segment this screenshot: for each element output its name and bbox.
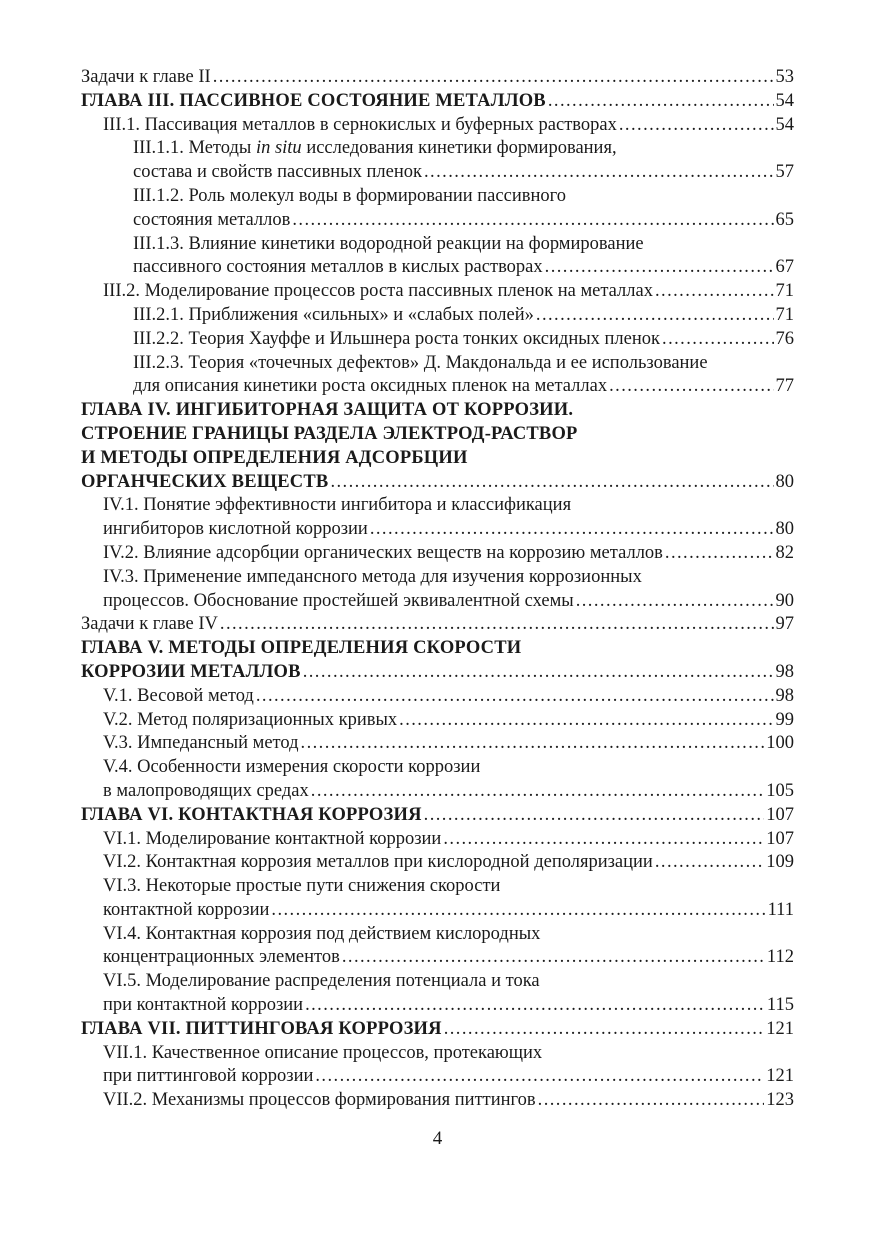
toc-page-number: 111 — [767, 899, 794, 920]
dot-leader — [424, 804, 765, 828]
toc-page-number: 82 — [775, 542, 794, 563]
toc-entry-title: III.2.2. Теория Хауффе и Ильшнера роста тонких оксидных пленок — [133, 328, 661, 349]
toc-entry-title: VI.2. Контактная коррозия металлов при кислородной деполяризации — [103, 852, 653, 873]
toc-entry-subsection — [81, 304, 794, 328]
dot-leader — [399, 709, 773, 733]
toc-entry-chapter — [81, 637, 794, 685]
dot-leader — [665, 542, 774, 566]
page-number: 4 — [432, 1128, 443, 1149]
toc-entry-section — [81, 1089, 794, 1113]
toc-page-number: 109 — [766, 852, 794, 873]
dot-leader — [576, 590, 774, 614]
toc-page-number: 67 — [775, 257, 794, 278]
toc-page-number: 97 — [775, 614, 794, 635]
toc-page-number: 76 — [775, 328, 794, 349]
toc-entry-title: ГЛАВА VII. ПИТТИНГОВАЯ КОРРОЗИЯ — [81, 1018, 442, 1039]
dot-leader — [342, 946, 765, 970]
toc-entry-section — [81, 1042, 794, 1090]
toc-entry-section — [81, 542, 794, 566]
dot-leader — [443, 828, 764, 852]
dot-leader — [444, 1018, 765, 1042]
toc-page-number: 65 — [775, 209, 794, 230]
dot-leader — [662, 328, 773, 352]
toc-page-number: 71 — [775, 304, 794, 325]
toc-entry-title: Задачи к главе II — [81, 67, 211, 87]
toc-page-number: 98 — [775, 661, 794, 682]
dot-leader — [213, 66, 774, 90]
dot-leader — [536, 304, 774, 328]
dot-leader — [548, 90, 774, 114]
dot-leader — [655, 851, 764, 875]
toc-entry-title: состава и свойств пассивных пленок — [133, 162, 422, 183]
toc-entry-chapter — [81, 804, 794, 828]
toc-entry-title: контактной коррозии — [103, 899, 270, 920]
toc-entry-chapter — [81, 399, 794, 494]
dot-leader — [609, 375, 773, 399]
toc-entry-line: III.2.3. Теория «точечных дефектов» Д. Макдональда и ее использование — [133, 352, 708, 373]
toc-entry-title: в малопроводящих средах — [103, 780, 309, 801]
toc-entry-subsection — [81, 233, 794, 281]
toc-entry-line: V.4. Особенности измерения скорости коррозии — [103, 757, 481, 778]
toc-entry-line: IV.3. Применение импедансного метода для изучения коррозионных — [103, 566, 642, 587]
dot-leader — [655, 280, 774, 304]
toc-entry-line: ГЛАВА IV. ИНГИБИТОРНАЯ ЗАЩИТА ОТ КОРРОЗИИ. — [81, 400, 574, 421]
toc-entry-line: IV.1. Понятие эффективности ингибитора и классификация — [103, 495, 572, 516]
toc-page-number: 54 — [775, 90, 794, 111]
toc-entry-chapter — [81, 1018, 794, 1042]
dot-leader — [330, 471, 773, 495]
toc-entry-title: V.2. Метод поляризационных кривых — [103, 709, 398, 730]
toc-entry-line: VI.5. Моделирование распределения потенциала и тока — [103, 971, 540, 992]
toc-page-number: 115 — [766, 995, 794, 1016]
toc-entry-subsection — [81, 137, 794, 185]
toc-entry-title: состояния металлов — [133, 209, 291, 230]
toc-entry-title: III.1. Пассивация металлов в сернокислых и буферных растворах — [103, 114, 617, 135]
toc-page-number: 90 — [775, 590, 794, 611]
toc-entry-section — [81, 732, 794, 756]
dot-leader — [292, 209, 773, 233]
toc-entry-chapter — [81, 90, 794, 114]
toc-page-number: 80 — [775, 519, 794, 540]
toc-page-number: 121 — [766, 1066, 794, 1087]
toc-entry-title: III.2. Моделирование процессов роста пассивных пленок на металлах — [103, 281, 653, 302]
toc-page-number: 99 — [775, 709, 794, 730]
dot-leader — [271, 899, 765, 923]
toc-page-number: 107 — [766, 804, 794, 825]
toc-page-number: 71 — [775, 281, 794, 302]
toc-entry-title: Задачи к главе IV — [81, 614, 218, 635]
toc-entry-title: КОРРОЗИИ МЕТАЛЛОВ — [81, 661, 301, 682]
toc-entry-title: III.2.1. Приближения «сильных» и «слабых полей» — [133, 304, 534, 325]
toc-page-number: 105 — [766, 780, 794, 801]
toc-entry-subsection — [81, 328, 794, 352]
dot-leader — [538, 1089, 765, 1113]
toc-entry-section — [81, 923, 794, 971]
toc-entry-section — [81, 828, 794, 852]
toc-entry-line: VI.3. Некоторые простые пути снижения скорости — [103, 876, 501, 897]
toc-entry-task — [81, 613, 794, 637]
toc-page-number: 98 — [775, 685, 794, 706]
toc-entry-line: VI.4. Контактная коррозия под действием кислородных — [103, 923, 541, 944]
toc-entry-subsection — [81, 185, 794, 233]
toc-entry-line: И МЕТОДЫ ОПРЕДЕЛЕНИЯ АДСОРБЦИИ — [81, 447, 468, 468]
dot-leader — [305, 994, 765, 1018]
toc-entry-title: при питтинговой коррозии — [103, 1066, 314, 1087]
toc-entry-title: V.1. Весовой метод — [103, 685, 254, 706]
toc-entry-line: III.1.3. Влияние кинетики водородной реакции на формирование — [133, 233, 644, 254]
toc-page-number: 121 — [766, 1018, 794, 1039]
toc-entry-title: пассивного состояния металлов в кислых растворах — [133, 257, 543, 278]
toc-entry-line: III.1.1. Методы in situ исследования кинетики формирования, — [133, 138, 617, 159]
toc-page-number: 77 — [775, 376, 794, 397]
toc-entry-title: концентрационных элементов — [103, 947, 340, 968]
toc-entry-title: ОРГАНЧЕСКИХ ВЕЩЕСТВ — [81, 471, 329, 492]
toc-entry-section — [81, 114, 794, 138]
toc-entry-title: IV.2. Влияние адсорбции органических веществ на коррозию металлов — [103, 542, 663, 563]
dot-leader — [424, 161, 774, 185]
toc-entry-section — [81, 280, 794, 304]
toc-entry-task — [81, 66, 794, 90]
dot-leader — [545, 256, 774, 280]
toc-entry-section — [81, 566, 794, 614]
dot-leader — [256, 685, 774, 709]
toc-page-number: 112 — [766, 947, 794, 968]
toc-entry-section — [81, 756, 794, 804]
toc-page-number: 53 — [775, 67, 794, 87]
dot-leader — [370, 518, 774, 542]
toc-entry-line: VII.1. Качественное описание процессов, протекающих — [103, 1042, 543, 1063]
dot-leader — [303, 661, 774, 685]
toc-entry-title: ГЛАВА VI. КОНТАКТНАЯ КОРРОЗИЯ — [81, 804, 422, 825]
dot-leader — [220, 613, 774, 637]
toc-page-number: 107 — [766, 828, 794, 849]
dot-leader — [301, 732, 765, 756]
toc-entry-section — [81, 851, 794, 875]
toc-entry-line: III.1.2. Роль молекул воды в формировании пассивного — [133, 185, 566, 206]
toc-entry-title: ингибиторов кислотной коррозии — [103, 519, 368, 540]
toc-entry-title: при контактной коррозии — [103, 995, 304, 1016]
toc-entry-section — [81, 875, 794, 923]
toc-entry-title: VII.2. Механизмы процессов формирования питтингов — [103, 1090, 536, 1111]
toc-entry-line: ГЛАВА V. МЕТОДЫ ОПРЕДЕЛЕНИЯ СКОРОСТИ — [81, 638, 522, 659]
toc-page-number: 100 — [766, 733, 794, 754]
toc-entry-section — [81, 709, 794, 733]
toc-page-number: 54 — [775, 114, 794, 135]
dot-leader — [311, 780, 764, 804]
table-of-contents — [81, 66, 794, 1113]
toc-entry-title: для описания кинетики роста оксидных пленок на металлах — [133, 376, 608, 397]
toc-entry-section — [81, 970, 794, 1018]
toc-page-number: 80 — [775, 471, 794, 492]
toc-entry-subsection — [81, 352, 794, 400]
dot-leader — [315, 1065, 764, 1089]
toc-entry-title: ГЛАВА III. ПАССИВНОЕ СОСТОЯНИЕ МЕТАЛЛОВ — [81, 90, 546, 111]
toc-page-number: 57 — [775, 162, 794, 183]
toc-entry-title: V.3. Импедансный метод — [103, 733, 299, 754]
toc-entry-line: СТРОЕНИЕ ГРАНИЦЫ РАЗДЕЛА ЭЛЕКТРОД-РАСТВОР — [81, 423, 578, 444]
toc-entry-title: процессов. Обоснование простейшей эквивалентной схемы — [103, 590, 574, 611]
toc-entry-section — [81, 685, 794, 709]
toc-page-number: 123 — [766, 1090, 794, 1111]
toc-entry-title: VI.1. Моделирование контактной коррозии — [103, 828, 442, 849]
toc-entry-section — [81, 494, 794, 542]
dot-leader — [619, 114, 774, 138]
